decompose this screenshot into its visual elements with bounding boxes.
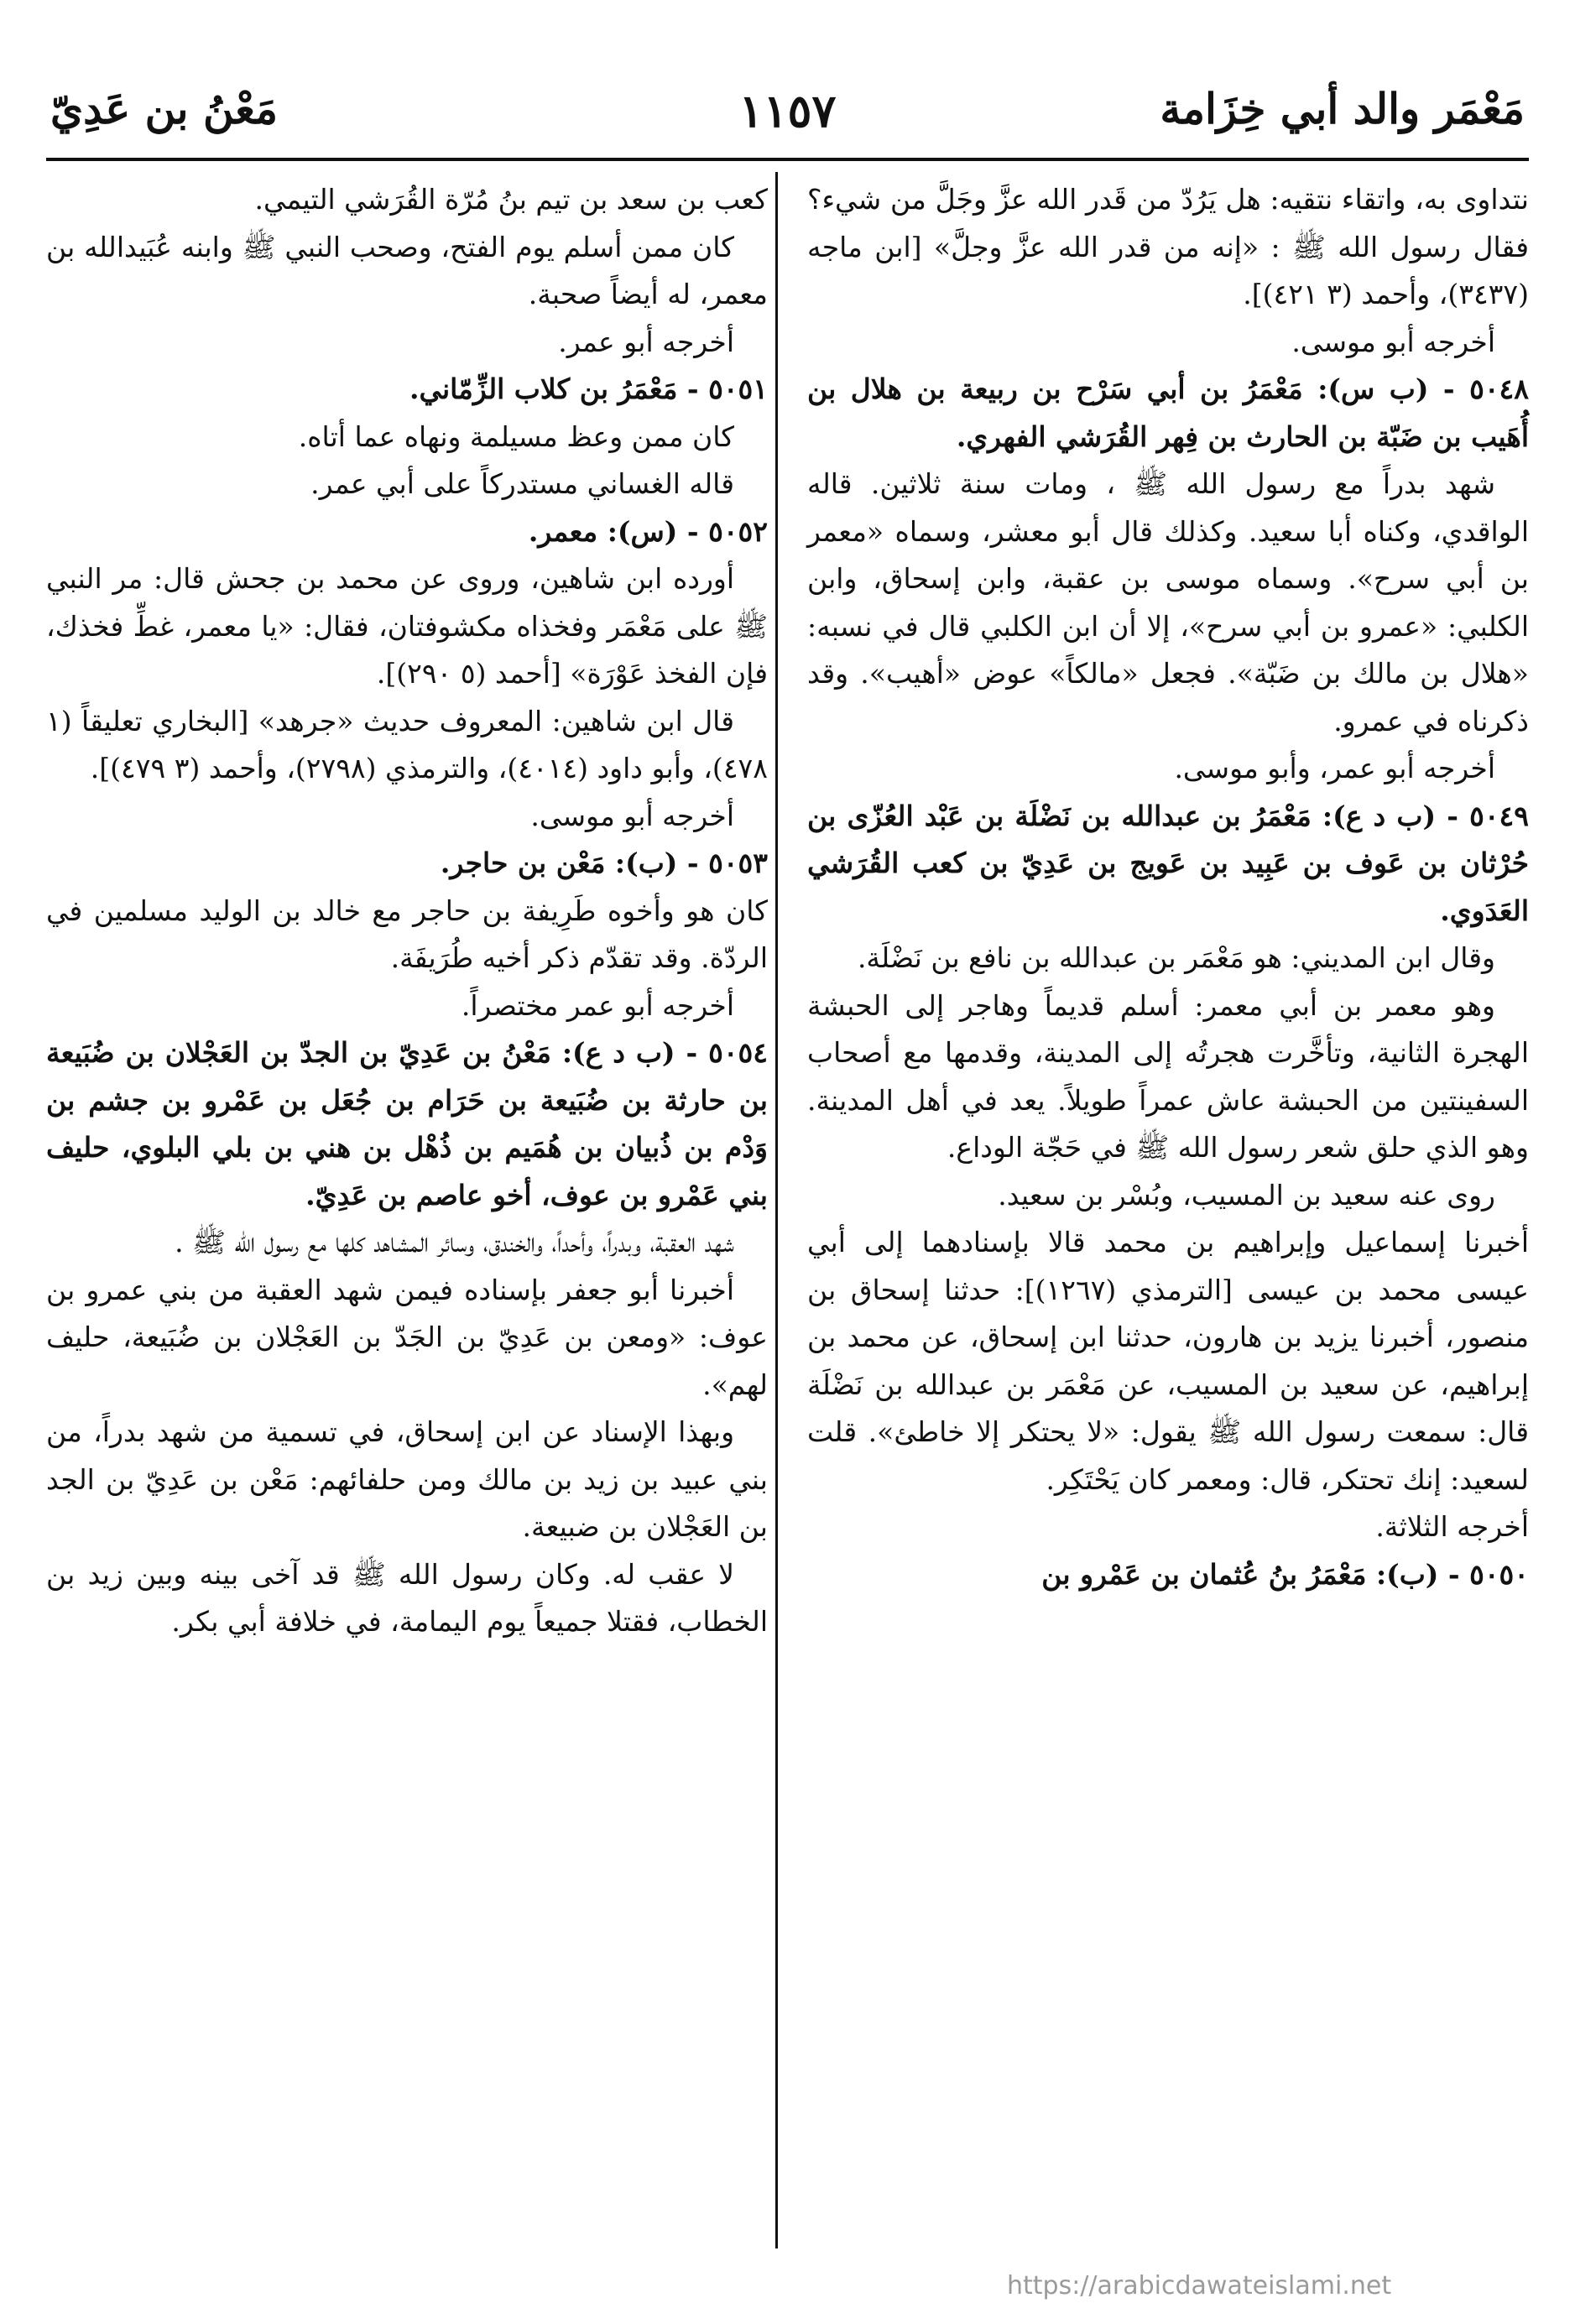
paragraph: كان ممن أسلم يوم الفتح، وصحب النبي ﷺ وابنه عُبَيدالله بن معمر، له أيضاً صحبة. bbox=[46, 230, 768, 310]
paragraph: أخرجه أبو عمر. bbox=[558, 325, 734, 358]
left-column bbox=[46, 176, 768, 1646]
entry-heading: ٥٠٥٠ - (ب): مَعْمَرُ بنُ عُثمان بن عَمْرو بن bbox=[1041, 1557, 1529, 1591]
watermark-url: https://arabicdawateislami.net bbox=[1007, 2271, 1392, 2301]
paragraph: أورده ابن شاهين، وروى عن محمد بن جحش قال: مر النبي ﷺ على مَعْمَر وفخذاه مكشوفتان، فقال: «يا معمر، غطِّ فخذك، فإن الفخذ عَوْرَة» [أحمد (٥ ٢٩٠)]. bbox=[46, 562, 768, 690]
paragraph: قال ابن شاهين: المعروف حديث «جرهد» [البخاري تعليقاً (١ ٤٧٨)، وأبو داود (٤٠١٤)، والترمذي (٢٧٩٨)، وأحمد (٣ ٤٧٩)]. bbox=[46, 704, 768, 784]
right-column bbox=[807, 176, 1529, 1598]
entry-heading: ٥٠٤٨ - (ب س): مَعْمَرُ بن أبي سَرْح بن ربيعة بن هلال بن أُهَيب بن ضَبّة بن الحارث بن فِهر القُرَشي الفهري. bbox=[807, 373, 1529, 453]
paragraph: أخرجه الثلاثة. bbox=[1375, 1510, 1529, 1543]
paragraph: وهو معمر بن أبي معمر: أسلم قديماً وهاجر إلى الحبشة الهجرة الثانية، وتأخَّرت هجرتُه إلى المدينة، وقدمها مع أصحاب السفينتين من الحبشة عاش عمراً طويلاً. يعد في أهل المدينة. وهو الذي حلق شعر رسول الله ﷺ في حَجّة الوداع. bbox=[807, 988, 1529, 1164]
entry-heading: ٥٠٤٩ - (ب د ع): مَعْمَرُ بن عبدالله بن نَضْلَة بن عَبْد العُزّى بن حُرْثان بن عَوف بن عَبِيد بن عَويج بن عَدِيّ بن كعب القُرَشي العَدَوي. bbox=[807, 799, 1529, 927]
paragraph: أخرجه أبو عمر مختصراً. bbox=[461, 988, 734, 1022]
paragraph: كعب بن سعد بن تيم بنُ مُرّة القُرَشي التيمي. bbox=[254, 183, 768, 216]
page-number: ١١٥٧ bbox=[738, 84, 837, 138]
entry-heading: ٥٠٥٤ - (ب د ع): مَعْنُ بن عَدِيّ بن الجدّ بن العَجْلان بن ضُبَيعة بن حارثة بن ضُبَيعة بن حَرَام بن جُعَل بن عَمْرو بن جشم بن وَدْم بن ذُبيان بن هُمَيم بن ذُهْل بن هني بن بلي البلوي، حليف بني عَمْرو بن عوف، أخو عاصم بن عَدِيّ. bbox=[46, 1036, 768, 1212]
paragraph: وقال ابن المديني: هو مَعْمَر بن عبدالله بن نافع بن نَضْلَة. bbox=[857, 941, 1495, 974]
paragraph: أخرجه أبو عمر، وأبو موسى. bbox=[1174, 752, 1495, 784]
paragraph: أخبرنا إسماعيل وإبراهيم بن محمد قالا بإسنادهما إلى أبي عيسى محمد بن عيسى [الترمذي (١٢٦٧)]: حدثنا إسحاق بن منصور، أخبرنا يزيد بن هارون، حدثنا ابن إسحاق، عن محمد بن إبراهيم، عن سعيد بن المسيب، عن مَعْمَر بن عبدالله بن نَضْلَة قال: سمعت رسول الله ﷺ يقول: «لا يحتكر إلا خاطئ». قلت لسعيد: إنك تحتكر، قال: ومعمر كان يَحْتَكِر. bbox=[807, 1226, 1529, 1496]
header-rule bbox=[46, 158, 1529, 161]
paragraph: روى عنه سعيد بن المسيب، وبُسْر بن سعيد. bbox=[998, 1178, 1495, 1212]
running-title-left: مَعْنُ بن عَدِيّ bbox=[50, 84, 278, 133]
paragraph: لا عقب له. وكان رسول الله ﷺ قد آخى بينه وبين زيد بن الخطاب، فقتلا جميعاً يوم اليمامة، في خلافة أبي بكر. bbox=[46, 1557, 768, 1638]
paragraph: أخبرنا أبو جعفر بإسناده فيمن شهد العقبة من بني عمرو بن عوف: «ومعن بن عَدِيّ بن الجَدّ بن العَجْلان بن ضُبَيعة، حليف لهم». bbox=[46, 1273, 768, 1401]
paragraph: أخرجه أبو موسى. bbox=[1291, 325, 1495, 358]
running-title-right: مَعْمَر والد أبي خِزَامة bbox=[1160, 84, 1525, 133]
entry-heading: ٥٠٥١ - مَعْمَرُ بن كلاب الزِّمّاني. bbox=[409, 373, 768, 405]
paragraph: كان ممن وعظ مسيلمة ونهاه عما أتاه. bbox=[298, 419, 734, 453]
paragraph: قاله الغساني مستدركاً على أبي عمر. bbox=[310, 467, 734, 500]
paragraph: نتداوى به، واتقاء نتقيه: هل يَرُدّ من قَدر الله عزَّ وجَلَّ من شيء؟ فقال رسول الله ﷺ : «إنه من قدر الله عزَّ وجلَّ» [ابن ماجه (٣٤٣٧)، وأحمد (٣ ٤٢١)]. bbox=[807, 183, 1529, 310]
entry-heading: ٥٠٥٢ - (س): معمر. bbox=[528, 514, 768, 548]
paragraph: شهد بدراً مع رسول الله ﷺ ، ومات سنة ثلاثين. قاله الواقدي، وكناه أبا سعيد. وكذلك قال أبو معشر، وسماه «معمر بن أبي سرح». وسماه موسى بن عقبة، وابن إسحاق، وابن الكلبي: «عمرو بن أبي سرح»، إلا أن ابن الكلبي قال في نسبه: «هلال بن مالك بن ضَبّة». فجعل «مالكاً» عوض «أهيب». وقد ذكرناه في عمرو. bbox=[807, 467, 1529, 737]
paragraph: وبهذا الإسناد عن ابن إسحاق، في تسمية من شهد بدراً، من بني عبيد بن زيد بن مالك ومن حلفائهم: مَعْن بن عَدِيّ بن الجد بن العَجْلان بن ضبيعة. bbox=[46, 1415, 768, 1543]
paragraph: شهد العقبة، وبدراً، وأحداً، والخندق، وسائر المشاهد كلها مع رسول الله ﷺ . bbox=[175, 1226, 734, 1258]
page-header bbox=[50, 84, 1525, 151]
entry-heading: ٥٠٥٣ - (ب): مَعْن بن حاجر. bbox=[440, 847, 768, 879]
paragraph: أخرجه أبو موسى. bbox=[530, 799, 734, 832]
column-divider bbox=[775, 172, 778, 2248]
paragraph: كان هو وأخوه طَرِيفة بن حاجر مع خالد بن الوليد مسلمين في الردّة. وقد تقدّم ذكر أخيه طُرَيفَة. bbox=[46, 894, 768, 974]
